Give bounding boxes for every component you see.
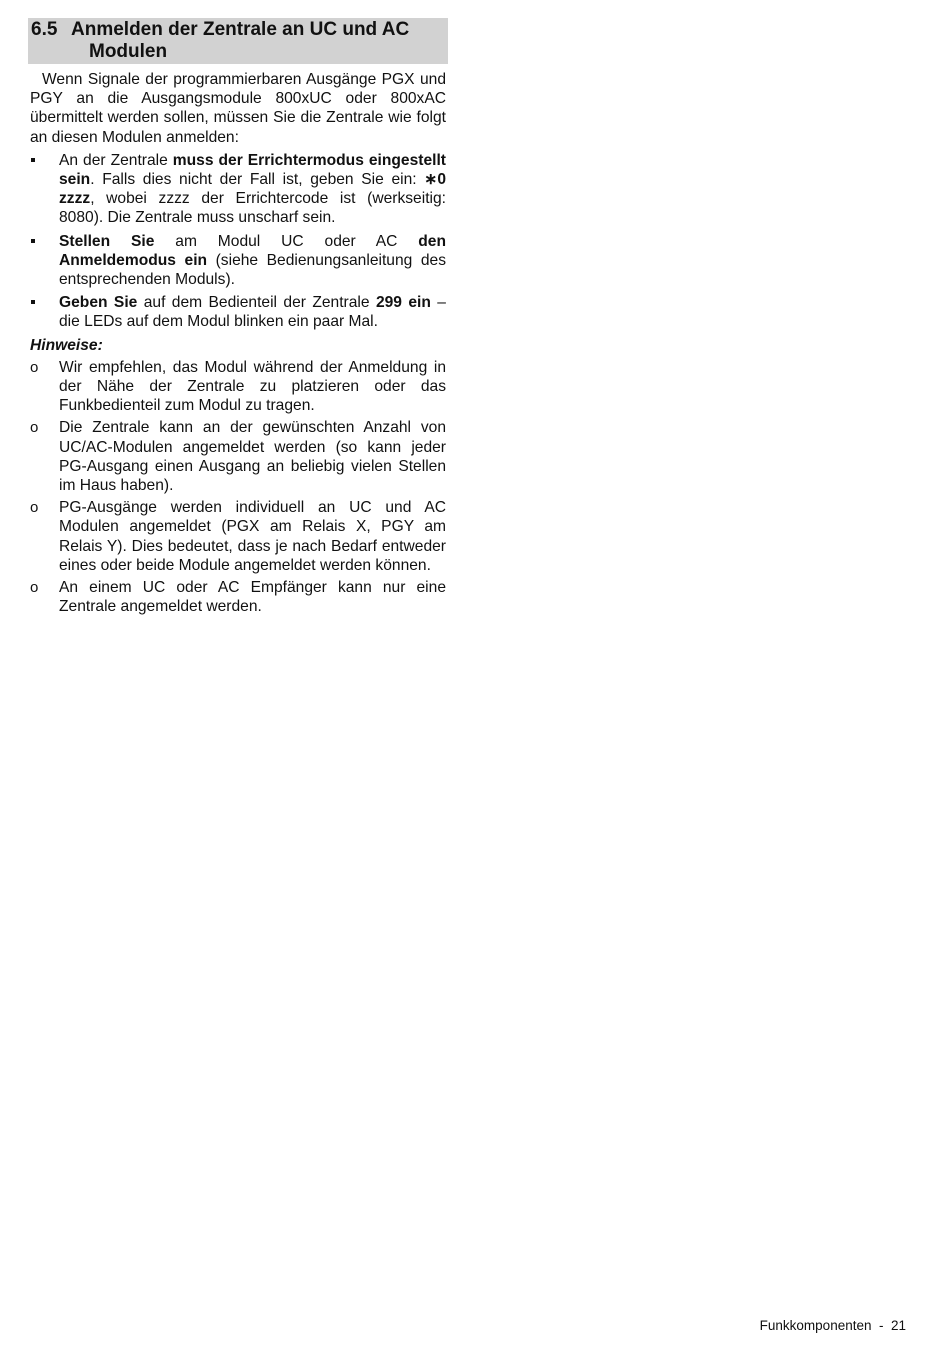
step-text: An der Zentrale bbox=[59, 151, 173, 169]
square-bullet-icon bbox=[31, 158, 35, 162]
section-title-line1: Anmelden der Zentrale an UC und AC bbox=[71, 19, 410, 40]
note-item bbox=[28, 358, 448, 416]
square-bullet-icon bbox=[31, 239, 35, 243]
page-footer: Funkkomponenten - 21 bbox=[759, 1318, 906, 1333]
circle-bullet-icon: o bbox=[30, 579, 39, 597]
step-text: (siehe Bedienungsanleitung des entsprechenden Moduls). bbox=[59, 251, 446, 289]
note-item bbox=[28, 498, 448, 575]
intro-paragraph: Wenn Signale der programmierbaren Ausgänge PGX und PGY an die Ausgangsmodule 800xUC oder 800xAC übermittelt werden sollen, müssen Sie die Zentrale wie folgt an diesen Modulen anmelden: bbox=[30, 71, 446, 146]
step-list bbox=[28, 151, 448, 332]
step-emphasis: Geben Sie bbox=[59, 294, 138, 312]
step-item bbox=[28, 293, 448, 331]
section-heading bbox=[28, 18, 448, 64]
note-text: Wir empfehlen, das Modul während der Anmeldung in der Nähe der Zentrale zu platzieren oder das Funkbedienteil zum Modul zu tragen. bbox=[59, 358, 446, 415]
step-text: . Falls dies nicht der Fall ist, geben Sie ein: bbox=[90, 171, 425, 189]
step-item bbox=[28, 232, 448, 290]
note-item bbox=[28, 418, 448, 495]
notes-list bbox=[28, 358, 448, 617]
section-title-line2: Modulen bbox=[89, 41, 168, 62]
step-emphasis: muss der Errichtermodus eingestellt sein bbox=[59, 151, 446, 189]
circle-bullet-icon: o bbox=[30, 419, 39, 437]
section-number: 6.5 bbox=[31, 19, 58, 40]
square-bullet-icon bbox=[31, 300, 35, 304]
step-text: – die LEDs auf dem Modul blinken ein paar Mal. bbox=[59, 294, 446, 331]
section-heading-line1 bbox=[31, 19, 445, 41]
step-emphasis: 299 ein bbox=[375, 294, 431, 312]
step-code: ∗0 zzzz bbox=[59, 171, 446, 208]
step-emphasis: Stellen Sie bbox=[59, 232, 155, 250]
note-text: Die Zentrale kann an der gewünschten Anzahl von UC/AC-Modulen angemeldet werden (so kann jeder PG-Ausgang einen Ausgang an beliebig vielen Stellen im Haus haben). bbox=[59, 419, 446, 495]
step-emphasis: den Anmeldemodus ein bbox=[59, 232, 446, 269]
content-column bbox=[28, 18, 448, 619]
step-text: am Modul UC oder AC bbox=[154, 232, 419, 250]
step-text: , wobei zzzz der Errichtercode ist (werkseitig: 8080). Die Zentrale muss unscharf sein. bbox=[59, 190, 446, 227]
note-text: PG-Ausgänge werden individuell an UC und AC Modulen angemeldet (PGX am Relais X, PGY am Relais Y). Dies bedeutet, dass je nach Bedarf entweder eines oder beide Module angemeldet werden können. bbox=[59, 499, 446, 574]
note-text: An einem UC oder AC Empfänger kann nur eine Zentrale angemeldet werden. bbox=[59, 579, 446, 616]
note-item bbox=[28, 578, 448, 616]
circle-bullet-icon: o bbox=[30, 499, 39, 517]
step-item bbox=[28, 151, 448, 228]
step-text: auf dem Bedienteil der Zentrale bbox=[137, 294, 376, 312]
notes-heading: Hinweise: bbox=[30, 336, 103, 354]
circle-bullet-icon: o bbox=[30, 358, 39, 376]
